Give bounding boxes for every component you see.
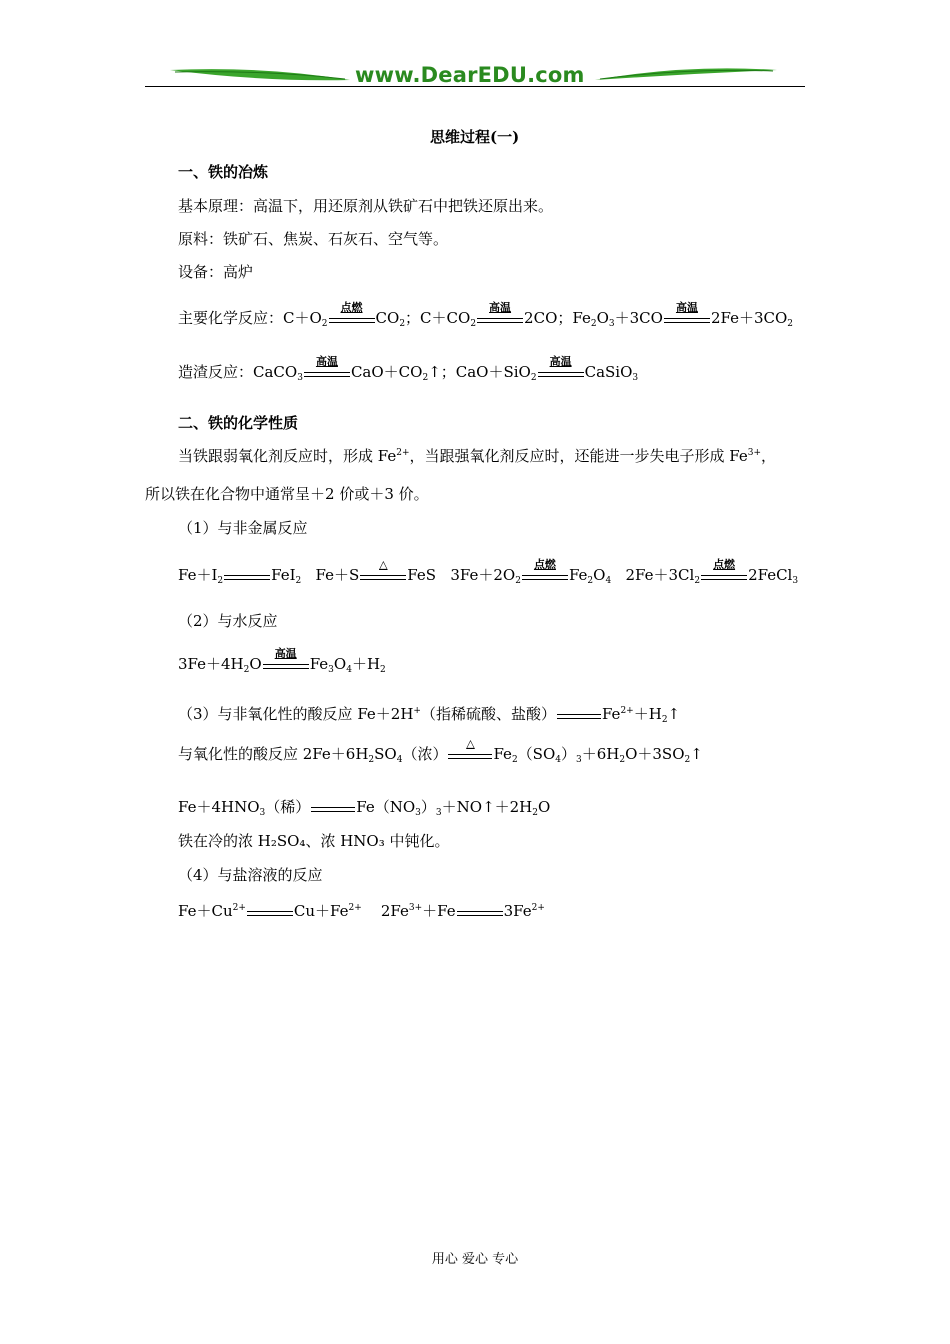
eq-sign [664,301,710,323]
salt-reactions: $Fe+Cu^{2+}$ $Cu+Fe^{2+}$ $2Fe^{3+}+Fe$ $3Fe^{2+}$ [178,902,545,920]
eq-sign [457,911,503,916]
header-rule [145,86,805,87]
principle-text: 基本原理：高温下，用还原剂从铁矿石中把铁还原出来。 [178,197,554,215]
eq-sign [311,807,355,812]
eq-sign [522,558,568,580]
condition-high-temp: 高温 [274,647,297,660]
eq-sign [538,355,584,377]
eq-sign [557,714,601,719]
condition-high-temp: 高温 [489,301,512,314]
eq-sign [247,911,293,916]
subsection4-heading: （4）与盐溶液的反应 [178,866,323,884]
page-footer: 用心 爱心 专心 [431,1252,519,1267]
condition-high-temp: 高温 [315,355,338,368]
slag-reactions-label: 造渣反应： [178,363,254,381]
nonmetal-reactions: $Fe+I_2$ FeI$_2$ Fe＋S △ FeS $3Fe+2O_2$ 点燃 $Fe_2O_4$ $2Fe+3Cl_2$ 点燃 2FeCl$_3$ [178,558,799,586]
eq-sign [224,575,270,580]
eq-sign [360,558,406,580]
section1-heading: 一、铁的冶炼 [178,163,269,181]
eq-sign [329,301,375,323]
intro-line2: 所以铁在化合物中通常呈＋2 价或＋3 价。 [145,485,429,503]
eq-sign [701,558,747,580]
passivation-text: 铁在冷的浓 H₂SO₄、浓 HNO₃ 中钝化。 [178,832,450,850]
main-reactions: 主要化学反应：$C+O_2$ 点燃 $CO_2$；$C+CO_2$ 高温 2CO；$Fe_2O_3+3CO$ 高温 $2Fe+3CO_2$ [178,301,794,329]
main-reactions-label: 主要化学反应： [178,309,284,327]
eq-sign [477,301,523,323]
intro-part-c: ， [761,447,777,465]
condition-ignite: 点燃 [533,558,556,571]
oxidizing-acid-label: 与氧化性的酸反应 2Fe＋6H [178,745,369,763]
section2-heading: 二、铁的化学性质 [178,414,299,432]
subsection1-heading: （1）与非金属反应 [178,519,308,537]
page-title: 思维过程(一) [430,128,520,146]
slag-reactions: 造渣反应：CaCO$_3$ 高温 $CaO+CO_2↑$；CaO＋SiO$_2$ 高温 CaSiO$_3$ [178,355,639,383]
subsection3-note: （指稀硫酸、盐酸） [420,705,556,723]
subsection2-heading: （2）与水反应 [178,612,278,630]
condition-high-temp: 高温 [675,301,698,314]
eq-sign [448,737,492,759]
condition-heat: △ [379,558,388,571]
intro-part-a: 当铁跟弱氧化剂反应时，形成 Fe [178,447,397,465]
eq-sign [304,355,350,377]
intro-part-b: ，当跟强氧化剂反应时，还能进一步失电子形成 Fe [409,447,748,465]
eq-sign [263,647,309,669]
oxidizing-acid-reaction: 与氧化性的酸反应 $2Fe+6H_2SO_4$（浓） △ $Fe_2(SO_4)_3+6H_2O+3SO_2↑$ [178,737,703,765]
condition-ignite: 点燃 [713,558,736,571]
site-logo-text[interactable]: www.DearEDU.com [355,63,585,87]
condition-high-temp: 高温 [549,355,572,368]
condition-ignite: 点燃 [340,301,363,314]
intro-line1: 当铁跟弱氧化剂反应时，形成 $Fe^{2+}$，当跟强氧化剂反应时，还能进一步失电子形成 $Fe^{3+}$， [178,447,777,465]
subsection3-label: （3）与非氧化性的酸反应 Fe＋2H [178,705,414,723]
nitric-acid-reaction: $Fe+4HNO_3$（稀） $Fe(NO_3)_3+NO↑+2H_2O$ [178,798,551,818]
nonoxidizing-acid-reaction: （3）与非氧化性的酸反应 Fe＋2H+（指稀硫酸、盐酸） $Fe^{2+}+H_2↑$ [178,705,681,725]
water-reaction: $3Fe+4H_2O$ 高温 $Fe_3O_4+H_2$ [178,647,386,675]
equipment-text: 设备：高炉 [178,263,254,281]
condition-heat: △ [466,737,475,750]
materials-text: 原料：铁矿石、焦炭、石灰石、空气等。 [178,230,449,248]
